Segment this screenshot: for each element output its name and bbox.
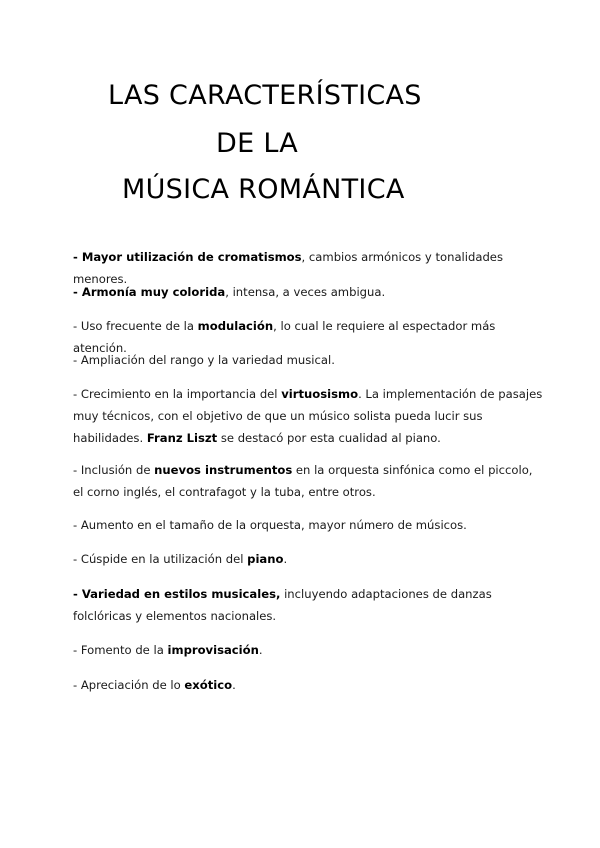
item-text: . [232,678,236,692]
item-bold-name: Franz Liszt [146,431,218,445]
feature-item-orquesta [73,514,543,536]
item-text: - Uso frecuente de la [73,319,198,333]
item-text: . La implementación de pasajes muy técnicos, con el objetivo de que un músico solista pueda lucir sus habilidades. [73,387,543,445]
title-line-3: MÚSICA ROMÁNTICA [122,174,405,205]
item-text: , intensa, a veces ambigua. [225,285,386,299]
feature-item-rango [73,349,543,371]
item-bold-text: modulación [197,319,274,333]
item-text: - Fomento de la [73,643,168,657]
item-bold-text: - Armonía muy colorida [73,285,226,299]
item-text: - Apreciación de lo [73,678,185,692]
item-text: incluyendo adaptaciones de danzas folclóricas y elementos nacionales. [73,587,492,623]
feature-item-virtuosismo [73,383,543,449]
item-text: , cambios armónicos y tonalidades menores. [73,250,503,286]
item-text: - Ampliación del rango y la variedad musical. [73,353,335,367]
item-bold-text: improvisación [167,643,259,657]
item-text: . [283,552,288,566]
item-text: - Aumento en el tamaño de la orquesta, mayor número de músicos. [73,518,467,532]
feature-item-instrumentos [73,459,543,503]
feature-item-piano [73,548,543,570]
item-bold-text: nuevos instrumentos [154,463,293,477]
item-text: . [258,643,263,657]
feature-item-armonia [73,281,543,303]
item-text: en la orquesta sinfónica como el piccolo, el corno inglés, el contrafagot y la tuba, entre otros. [73,463,533,499]
item-text: - Cúspide en la utilización del [73,552,248,566]
feature-item-estilos [73,583,543,627]
feature-item-improvisacion [73,639,543,661]
title-line-1: LAS CARACTERÍSTICAS [108,80,422,111]
item-text: , lo cual le requiere al espectador más atención. [73,319,496,355]
item-bold-text: virtuosismo [281,387,359,401]
item-text: se destacó por esta cualidad al piano. [217,431,441,445]
title-line-2: DE LA [216,128,299,159]
item-text: - Crecimiento en la importancia del [73,387,282,401]
feature-item-exotico [73,674,543,696]
item-bold-text: - Variedad en estilos musicales, [73,587,281,601]
item-bold-text: - Mayor utilización de cromatismos [73,250,302,264]
item-text: - Inclusión de [73,463,155,477]
item-bold-text: exótico [184,678,233,692]
item-bold-text: piano [247,552,284,566]
